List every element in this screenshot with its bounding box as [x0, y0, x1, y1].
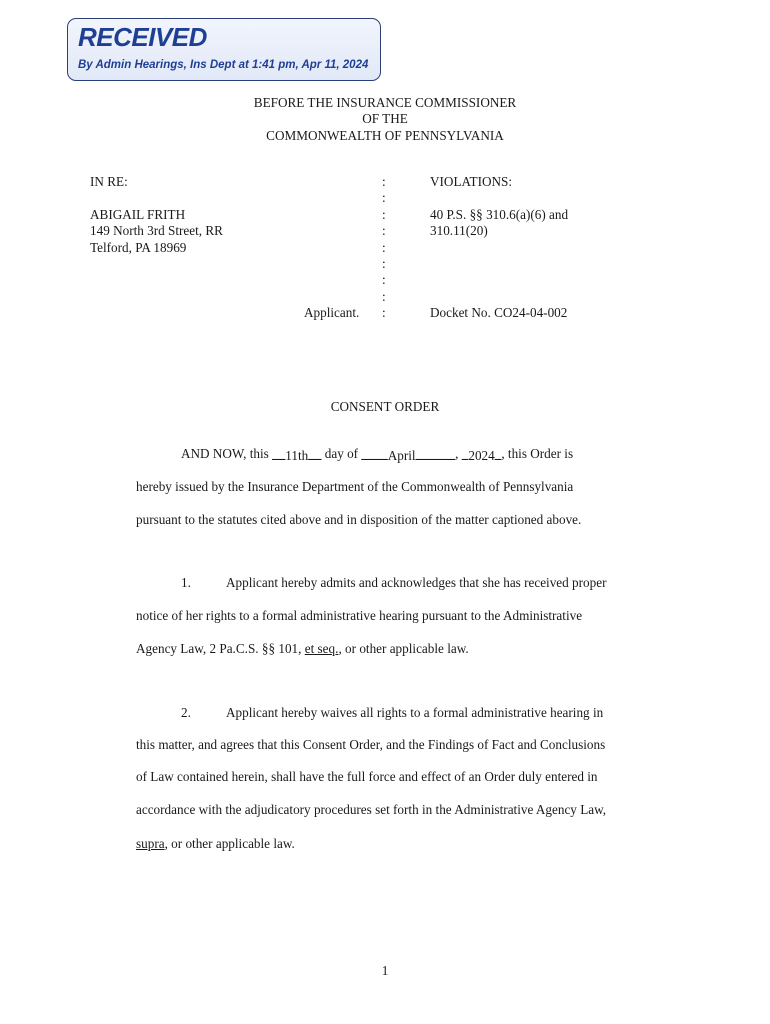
et-seq: et seq.: [304, 641, 339, 656]
caption-separator: :: [382, 174, 386, 189]
day-value: 11th: [285, 448, 309, 463]
month-blank: ____April______: [361, 446, 456, 463]
applicant-name: ABIGAIL FRITH: [90, 207, 186, 222]
docket-number: Docket No. CO24-04-002: [430, 305, 568, 320]
caption-separator: :: [382, 289, 386, 304]
para-2-line-3: of Law contained herein, shall have the full force and effect of an Order duly entered in: [136, 769, 598, 784]
year-value: 2024: [468, 448, 495, 463]
para-2-line-1: Applicant hereby waives all rights to a formal administrative hearing in: [226, 705, 604, 720]
day-blank: __11th__: [272, 446, 322, 463]
month-value: April: [387, 448, 416, 463]
stamp-title: RECEIVED: [78, 22, 207, 52]
caption-separator: :: [382, 240, 386, 255]
para-1-line-1: Applicant hereby admits and acknowledges that she has received proper: [226, 575, 607, 590]
supra: supra: [136, 836, 165, 851]
caption-separator: :: [382, 256, 386, 271]
document-title: CONSENT ORDER: [330, 399, 440, 414]
violations-line-1: 40 P.S. §§ 310.6(a)(6) and: [430, 207, 569, 222]
intro-line-1: AND NOW, this __11th__ day of ____April______, _2024_, this Order is: [181, 446, 574, 463]
caption-separator: :: [382, 223, 386, 238]
stamp-subtitle: By Admin Hearings, Ins Dept at 1:41 pm, Apr 11, 2024: [78, 59, 369, 71]
page-number: 1: [381, 963, 389, 978]
caption-separator: :: [382, 272, 386, 287]
heading-line-3: COMMONWEALTH OF PENNSYLVANIA: [266, 128, 504, 143]
applicant-address-1: 149 North 3rd Street, RR: [90, 223, 223, 238]
applicant-role: Applicant.: [304, 305, 360, 320]
para-1-line-3-a: Agency Law, 2 Pa.C.S. §§ 101,: [136, 641, 302, 656]
para-1-line-3-b: , or other applicable law.: [338, 641, 469, 656]
para-1-line-2: notice of her rights to a formal administrative hearing pursuant to the Administrative: [136, 608, 583, 623]
heading-line-2: OF THE: [362, 111, 408, 126]
para-2-line-5-b: , or other applicable law.: [164, 836, 295, 851]
para-2-line-5: [136, 836, 295, 852]
caption-separator: :: [382, 305, 386, 320]
para-2-line-2: this matter, and agrees that this Consent Order, and the Findings of Fact and Conclusions: [136, 737, 606, 752]
received-stamp: [67, 18, 381, 81]
applicant-address-2: Telford, PA 18969: [90, 240, 187, 255]
intro-line-3: pursuant to the statutes cited above and in disposition of the matter captioned above.: [136, 512, 582, 527]
intro-this-order: , this Order is: [501, 446, 574, 461]
year-blank: _2024_: [461, 446, 502, 463]
in-re-label: IN RE:: [90, 174, 128, 189]
intro-and-now: AND NOW, this: [181, 446, 269, 461]
caption-separator: :: [382, 207, 386, 222]
para-2-number: 2.: [181, 705, 191, 720]
heading-line-1: BEFORE THE INSURANCE COMMISSIONER: [253, 95, 517, 110]
caption-separator: :: [382, 190, 386, 205]
violations-label: VIOLATIONS:: [430, 174, 513, 189]
violations-line-2: 310.11(20): [430, 223, 488, 238]
intro-line-2: hereby issued by the Insurance Department of the Commonwealth of Pennsylvania: [136, 479, 574, 494]
para-2-line-4: accordance with the adjudicatory procedures set forth in the Administrative Agency Law,: [136, 802, 607, 817]
para-1-number: 1.: [181, 575, 191, 590]
intro-day-of: day of: [324, 446, 359, 461]
para-1-line-3: [136, 641, 469, 657]
